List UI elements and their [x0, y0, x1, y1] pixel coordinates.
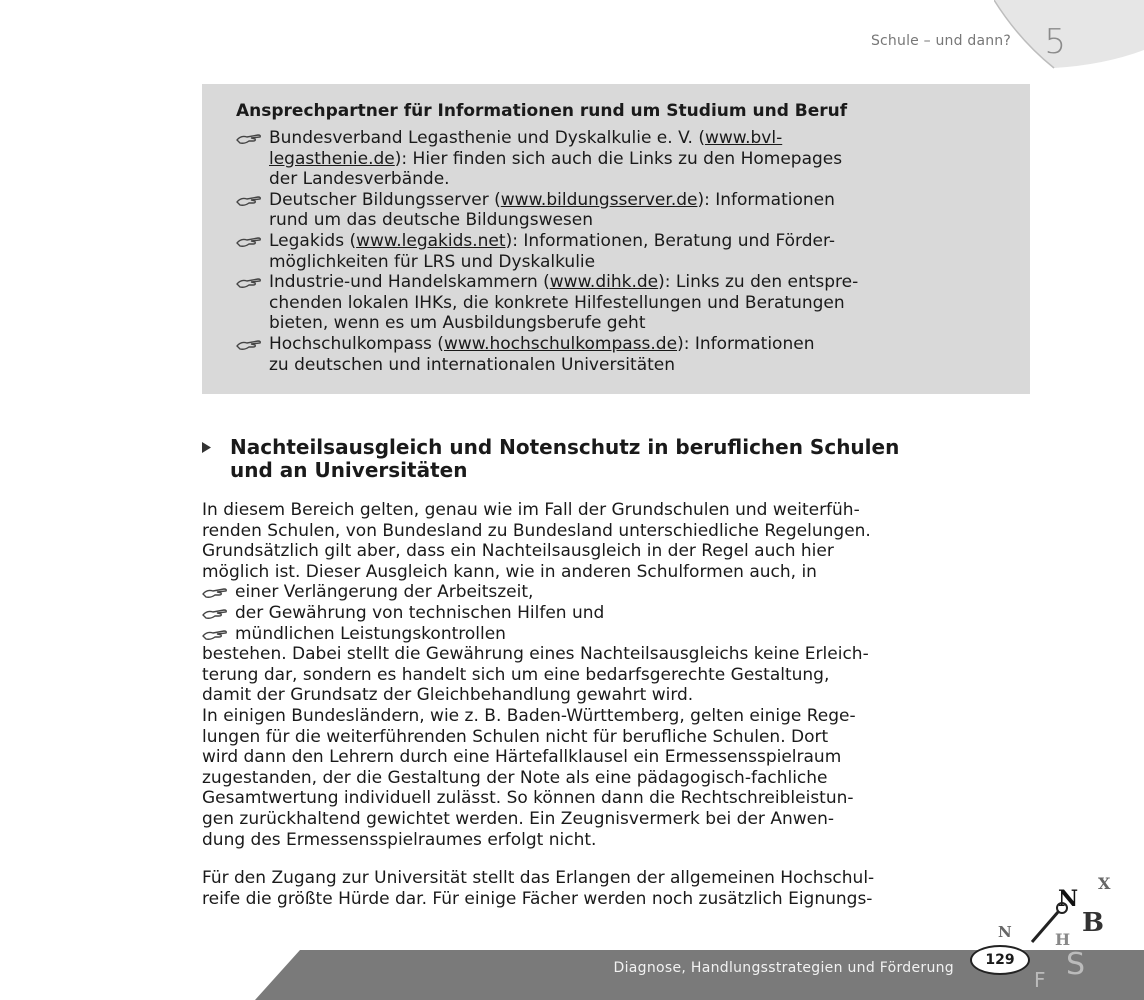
- infobox-title: Ansprechpartner für Informationen rund um Studium und Beruf: [236, 101, 848, 121]
- heading-line-2: und an Universitäten: [230, 458, 468, 482]
- item-text: chenden lokalen IHKs, die konkrete Hilfestellungen und Beratungen: [269, 292, 845, 313]
- item-text: möglichkeiten für LRS und Dyskalkulie: [269, 251, 596, 272]
- logo-letter-x: X: [1098, 874, 1111, 893]
- text-line: möglich ist. Dieser Ausgleich kann, wie in anderen Schulformen auch, in: [202, 561, 817, 582]
- text-line: In einigen Bundesländern, wie z. B. Baden-Württemberg, gelten einige Rege-: [202, 705, 856, 726]
- item-text: ): Informationen: [697, 189, 835, 210]
- item-text: Deutscher Bildungsserver (: [269, 189, 501, 210]
- pointing-hand-icon: [236, 234, 262, 248]
- body-text: [202, 500, 1042, 909]
- pointing-hand-icon: [236, 275, 262, 289]
- list-item: [236, 190, 1010, 231]
- item-text: ): Links zu den entspre-: [658, 272, 859, 293]
- link-legakids[interactable]: www.legakids.net: [356, 230, 506, 251]
- pointing-hand-icon: [236, 337, 262, 351]
- list-item: [236, 334, 1010, 375]
- link-hochschulkompass[interactable]: www.hochschulkompass.de: [443, 333, 678, 354]
- text-line: renden Schulen, von Bundesland zu Bundesland unterschiedliche Regelungen.: [202, 520, 871, 541]
- link-dihk[interactable]: www.dihk.de: [549, 272, 659, 293]
- heading-line-1: Nachteilsausgleich und Notenschutz in beruflichen Schulen: [230, 435, 900, 459]
- logo-letter-f: F: [1034, 968, 1046, 992]
- link-bvl[interactable]: www.bvl-: [704, 128, 783, 148]
- text-line: gen zurückhaltend gewichtet werden. Ein Zeugnisvermerk bei der Anwen-: [202, 808, 834, 829]
- pointing-hand-icon: [202, 585, 228, 599]
- list-item: [202, 603, 1042, 624]
- item-text: zu deutschen und internationalen Universitäten: [269, 354, 676, 375]
- text-line: bestehen. Dabei stellt die Gewährung eines Nachteilsausgleichs keine Erleich-: [202, 644, 869, 665]
- logo-letter-b: B: [1082, 908, 1104, 938]
- text-line: reife die größte Hürde dar. Für einige Fächer werden noch zusätzlich Eignungs-: [202, 888, 873, 909]
- item-text: rund um das deutsche Bildungswesen: [269, 210, 594, 231]
- list-item: [236, 128, 1010, 190]
- logo-letter-s: S: [1066, 947, 1086, 982]
- book-title: Diagnose, Handlungsstrategien und Förderung: [613, 960, 954, 976]
- item-text: Industrie-und Handelskammern (: [269, 272, 550, 293]
- item-text: einer Verlängerung der Arbeitszeit,: [235, 582, 534, 603]
- link-bvl-cont[interactable]: legasthenie.de: [269, 148, 395, 169]
- text-line: wird dann den Lehrern durch eine Härtefallklausel ein Ermessensspielraum: [202, 747, 842, 768]
- chapter-number: 5: [1044, 22, 1066, 62]
- page-corner-curl: [994, 0, 1144, 70]
- item-text: ): Informationen: [677, 333, 815, 354]
- text-line: lungen für die weiterführenden Schulen nicht für berufliche Schulen. Dort: [202, 726, 829, 747]
- item-text: der Landesverbände.: [269, 169, 450, 190]
- paragraph-1: [202, 500, 1042, 582]
- item-text: der Gewährung von technischen Hilfen und: [235, 602, 605, 623]
- text-line: In diesem Bereich gelten, genau wie im Fall der Grundschulen und weiterfüh-: [202, 500, 860, 520]
- pointing-hand-icon: [202, 627, 228, 641]
- text-line: damit der Grundsatz der Gleichbehandlung gewahrt wird.: [202, 685, 694, 706]
- item-text: mündlichen Leistungskontrollen: [235, 623, 506, 644]
- text-line: terung dar, sondern es handelt sich um eine bedarfsgerechte Gestaltung,: [202, 664, 830, 685]
- running-head: Schule – und dann?: [870, 33, 1011, 49]
- text-line: Gesamtwertung individuell zulässt. So können dann die Rechtschreibleistun-: [202, 788, 854, 809]
- magnifier-icon: [1022, 900, 1072, 950]
- heading-marker-icon: [202, 442, 211, 453]
- contact-info-box: [202, 84, 1030, 394]
- list-item: [202, 624, 1042, 645]
- paragraph-2: [202, 644, 1042, 850]
- section-heading: [202, 436, 1042, 482]
- item-text: Hochschulkompass (: [269, 333, 444, 354]
- text-line: dung des Ermessensspielraumes erfolgt nicht.: [202, 829, 597, 850]
- pointing-hand-icon: [202, 606, 228, 620]
- list-item: [202, 582, 1042, 603]
- logo-letter-n: N: [1058, 886, 1079, 912]
- link-bildungsserver[interactable]: www.bildungsserver.de: [500, 189, 698, 210]
- text-line: zugestanden, der die Gestaltung der Note als eine pädagogisch-fachliche: [202, 767, 828, 788]
- item-text: ): Hier finden sich auch die Links zu den Homepages: [394, 148, 843, 169]
- text-line: Grundsätzlich gilt aber, dass ein Nachteilsausgleich in der Regel auch hier: [202, 541, 834, 562]
- page-number: 129: [970, 945, 1030, 975]
- item-text: bieten, wenn es um Ausbildungsberufe geht: [269, 313, 646, 334]
- pointing-hand-icon: [236, 193, 262, 207]
- list-item: [236, 231, 1010, 272]
- item-text: Bundesverband Legasthenie und Dyskalkulie e. V. (: [269, 128, 705, 148]
- measures-list: [202, 582, 1042, 644]
- logo-letter-n-small: N: [998, 923, 1012, 941]
- pointing-hand-icon: [236, 131, 262, 145]
- text-line: Für den Zugang zur Universität stellt das Erlangen der allgemeinen Hochschul-: [202, 868, 875, 889]
- paragraph-3: [202, 868, 1042, 909]
- contact-list: [236, 128, 1010, 375]
- item-text: Legakids (: [269, 230, 357, 251]
- item-text: ): Informationen, Beratung und Förder-: [505, 230, 836, 251]
- list-item: [236, 272, 1010, 334]
- logo-letter-h: H: [1055, 930, 1071, 949]
